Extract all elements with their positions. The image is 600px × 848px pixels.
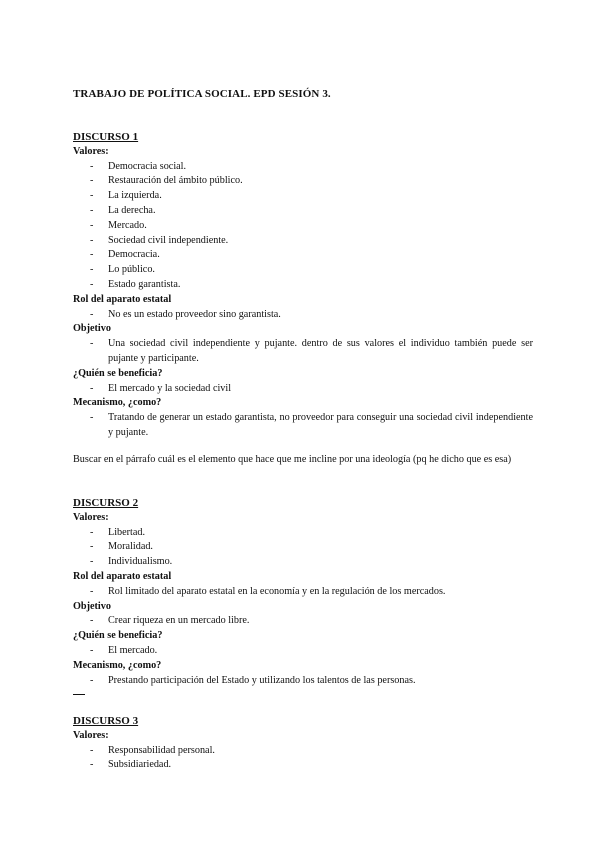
mecanismo-label: Mecanismo, ¿como? (73, 659, 162, 671)
rol-label: Rol del aparato estatal (73, 293, 172, 305)
list-item: - La derecha. (73, 204, 533, 219)
list-item: - Libertad. (73, 526, 533, 541)
list-item: - El mercado. (73, 644, 533, 659)
list-item: - Sociedad civil independiente. (73, 234, 533, 249)
valores-label: Valores: (73, 145, 109, 157)
rol-label: Rol del aparato estatal (73, 570, 172, 582)
list-item: - Crear riqueza en un mercado libre. (73, 614, 533, 629)
discurso-3-section (73, 714, 533, 773)
rol-list (73, 585, 533, 600)
list-item: - La izquierda. (73, 189, 533, 204)
valores-label: Valores: (73, 511, 109, 523)
objetivo-list (73, 614, 533, 629)
objetivo-label: Objetivo (73, 323, 111, 335)
quien-list (73, 382, 533, 397)
list-item: - Moralidad. (73, 540, 533, 555)
quien-label: ¿Quién se beneficia? (73, 367, 163, 379)
valores-list (73, 526, 533, 570)
list-item: - Estado garantista. (73, 278, 533, 293)
quien-label: ¿Quién se beneficia? (73, 630, 163, 642)
mecanismo-list (73, 674, 533, 689)
list-item: - El mercado y la sociedad civil (73, 382, 533, 397)
document-title: TRABAJO DE POLÍTICA SOCIAL. EPD SESIÓN 3. (73, 88, 331, 100)
list-item: - Democracia. (73, 248, 533, 263)
note-paragraph: Buscar en el párrafo cuál es el elemento que hace que me incline por una ideología (pq he dicho que es esa) (73, 454, 512, 465)
list-item: - Prestando participación del Estado y utilizando los talentos de las personas. (73, 674, 533, 689)
objetivo-list (73, 337, 533, 367)
rol-list (73, 308, 533, 323)
list-item: - Responsabilidad personal. (73, 744, 533, 759)
list-item: - Subsidiariedad. (73, 758, 533, 773)
list-item: - Una sociedad civil independiente y pujante. dentro de sus valores el individuo también puede ser pujante y participante. (73, 337, 533, 367)
discurso-2-section (73, 496, 533, 688)
valores-label: Valores: (73, 729, 109, 741)
quien-list (73, 644, 533, 659)
list-item: - Tratando de generar un estado garantista, no proveedor para conseguir una sociedad civil independiente y pujante. (73, 411, 533, 441)
list-item: - No es un estado proveedor sino garantista. (73, 308, 533, 323)
discurso-3-heading: DISCURSO 3 (73, 715, 139, 727)
valores-list (73, 160, 533, 293)
list-item: - Democracia social. (73, 160, 533, 175)
separator-rule (73, 694, 85, 695)
valores-list (73, 744, 533, 774)
list-item: - Rol limitado del aparato estatal en la economía y en la regulación de los mercados. (73, 585, 533, 600)
discurso-1-heading: DISCURSO 1 (73, 131, 139, 143)
mecanismo-label: Mecanismo, ¿como? (73, 397, 162, 409)
list-item: - Lo público. (73, 263, 533, 278)
mecanismo-list (73, 411, 533, 441)
discurso-2-heading: DISCURSO 2 (73, 497, 139, 509)
list-item: - Individualismo. (73, 555, 533, 570)
discurso-1-section (73, 130, 533, 441)
objetivo-label: Objetivo (73, 600, 111, 612)
list-item: - Restauración del ámbito público. (73, 174, 533, 189)
list-item: - Mercado. (73, 219, 533, 234)
